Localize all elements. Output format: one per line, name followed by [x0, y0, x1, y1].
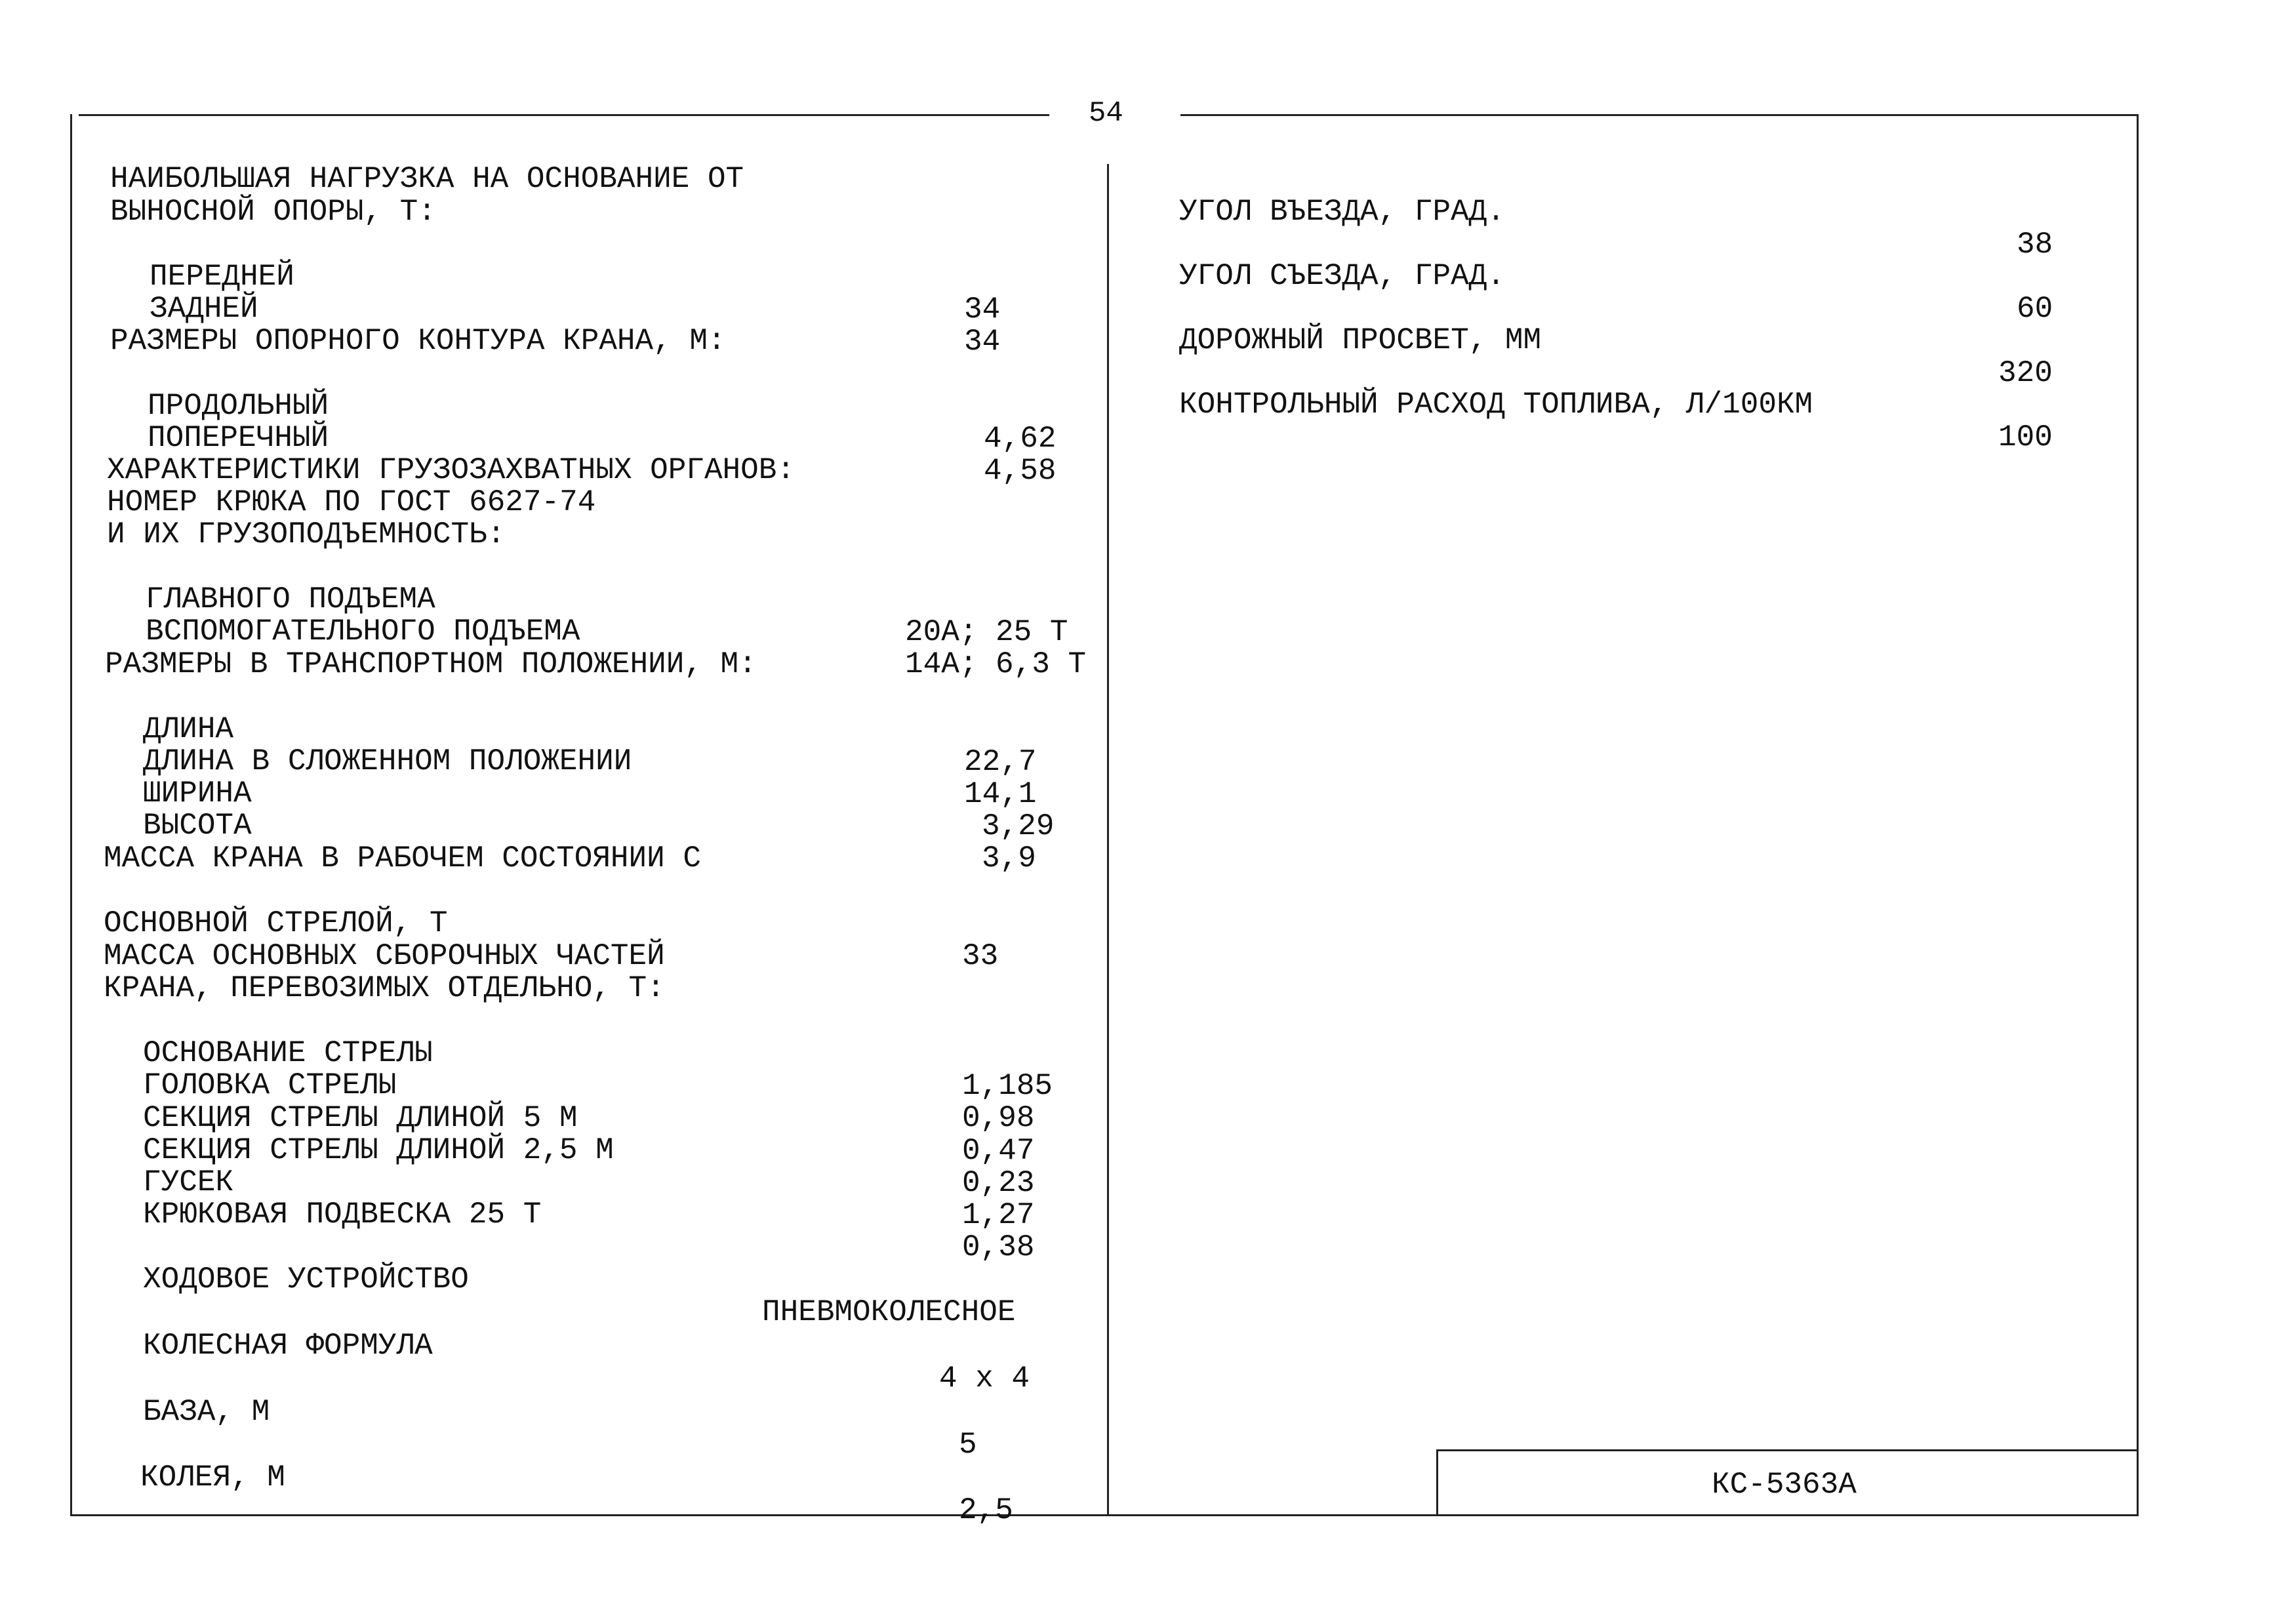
- spec-label: ХОДОВОЕ УСТРОЙСТВО: [143, 1262, 469, 1297]
- block-heading: КРАНА, ПЕРЕВОЗИМЫХ ОТДЕЛЬНО, Т:: [104, 971, 665, 1005]
- spec-value: ПНЕВМОКОЛЕСНОЕ: [762, 1295, 1016, 1329]
- spec-label: ГУСЕК: [143, 1165, 234, 1199]
- spec-label: КОЛЕЯ, М: [140, 1460, 285, 1495]
- spec-label: КОЛЕСНАЯ ФОРМУЛА: [143, 1329, 433, 1363]
- spec-label: ШИРИНА: [143, 776, 252, 811]
- column-divider: [1107, 164, 1109, 1516]
- spec-value: 1,185: [962, 1069, 1053, 1103]
- spec-value: 22,7: [964, 745, 1037, 779]
- spec-label: ДЛИНА В СЛОЖЕННОМ ПОЛОЖЕНИИ: [143, 744, 632, 778]
- spec-label: ГЛАВНОГО ПОДЪЕМА: [146, 582, 435, 616]
- spec-row: [0, 1428, 1013, 1560]
- spec-label: ОСНОВАНИЕ СТРЕЛЫ: [143, 1036, 433, 1070]
- spec-value: 320: [1998, 356, 2053, 390]
- block-heading: МАССА ОСНОВНЫХ СБОРОЧНЫХ ЧАСТЕЙ: [104, 939, 665, 973]
- page-number: 54: [1089, 97, 1123, 130]
- frame-top-right: [1180, 114, 2138, 116]
- spec-value: 4,62: [984, 422, 1057, 456]
- spec-value: 14,1: [964, 777, 1037, 811]
- spec-value: 0,98: [962, 1101, 1035, 1135]
- spec-value: 3,9: [982, 841, 1036, 875]
- block-heading: ХАРАКТЕРИСТИКИ ГРУЗОЗАХВАТНЫХ ОРГАНОВ:: [107, 453, 795, 487]
- spec-value: 34: [964, 325, 1001, 359]
- spec-label: ПРОДОЛЬНЫЙ: [148, 389, 329, 423]
- spec-value: 0,47: [962, 1134, 1035, 1168]
- stamp-box-top: [1436, 1449, 2138, 1451]
- spec-label: ГОЛОВКА СТРЕЛЫ: [143, 1068, 397, 1102]
- spec-label: СЕКЦИЯ СТРЕЛЫ ДЛИНОЙ 5 М: [143, 1101, 578, 1135]
- spec-value: 100: [1998, 420, 2053, 454]
- spec-value: 0,38: [962, 1230, 1035, 1264]
- spec-label: ПЕРЕДНЕЙ: [150, 260, 294, 294]
- spec-label: ВСПОМОГАТЕЛЬНОГО ПОДЪЕМА: [146, 614, 580, 649]
- spec-label: ВЫСОТА: [143, 809, 252, 843]
- block-heading: И ИХ ГРУЗОПОДЪЕМНОСТЬ:: [107, 517, 506, 552]
- stamp-box-left: [1436, 1449, 1438, 1515]
- spec-value: 3,29: [982, 809, 1055, 843]
- spec-value: 4,58: [984, 454, 1057, 488]
- spec-value: 34: [964, 292, 1001, 327]
- frame-right: [2137, 114, 2139, 1516]
- spec-label: КОНТРОЛЬНЫЙ РАСХОД ТОПЛИВА, Л/100КМ: [1179, 388, 1813, 422]
- frame-top-left: [79, 114, 1049, 116]
- block-heading: НОМЕР КРЮКА ПО ГОСТ 6627-74: [107, 485, 596, 519]
- spec-label: БАЗА, М: [143, 1395, 270, 1429]
- spec-label: ОСНОВНОЙ СТРЕЛОЙ, Т: [104, 906, 448, 940]
- spec-value: 33: [962, 939, 999, 973]
- block-heading: МАССА КРАНА В РАБОЧЕМ СОСТОЯНИИ С: [104, 841, 701, 875]
- spec-value: 20А; 25 Т: [905, 615, 1068, 649]
- spec-label: ДЛИНА: [143, 712, 234, 746]
- spec-value: 0,23: [962, 1166, 1035, 1200]
- spec-label: ПОПЕРЕЧНЫЙ: [148, 421, 329, 455]
- spec-label: СЕКЦИЯ СТРЕЛЫ ДЛИНОЙ 2,5 М: [143, 1133, 614, 1167]
- spec-value: 2,5: [959, 1493, 1013, 1527]
- block-heading: РАЗМЕРЫ В ТРАНСПОРТНОМ ПОЛОЖЕНИИ, М:: [105, 647, 757, 681]
- block-heading: ВЫНОСНОЙ ОПОРЫ, Т:: [110, 195, 436, 229]
- spec-label: УГОЛ СЪЕЗДА, ГРАД.: [1179, 259, 1505, 293]
- spec-label: УГОЛ ВЪЕЗДА, ГРАД.: [1179, 195, 1505, 229]
- spec-value: 5: [959, 1428, 977, 1462]
- spec-value: 4 х 4: [939, 1361, 1030, 1396]
- block-heading: РАЗМЕРЫ ОПОРНОГО КОНТУРА КРАНА, М:: [110, 324, 726, 358]
- spec-value: 60: [2017, 292, 2053, 326]
- block-heading: НАИБОЛЬШАЯ НАГРУЗКА НА ОСНОВАНИЕ ОТ: [110, 162, 744, 196]
- spec-label: КРЮКОВАЯ ПОДВЕСКА 25 Т: [143, 1197, 542, 1232]
- spec-label: ЗАДНЕЙ: [150, 292, 258, 326]
- stamp-code: КС-5363А: [1712, 1468, 1857, 1502]
- spec-label: ДОРОЖНЫЙ ПРОСВЕТ, ММ: [1179, 323, 1542, 357]
- spec-value: 38: [2017, 228, 2053, 262]
- frame-bottom: [70, 1514, 2139, 1516]
- spec-value: 14А; 6,3 Т: [905, 647, 1087, 681]
- spec-value: 1,27: [962, 1198, 1035, 1232]
